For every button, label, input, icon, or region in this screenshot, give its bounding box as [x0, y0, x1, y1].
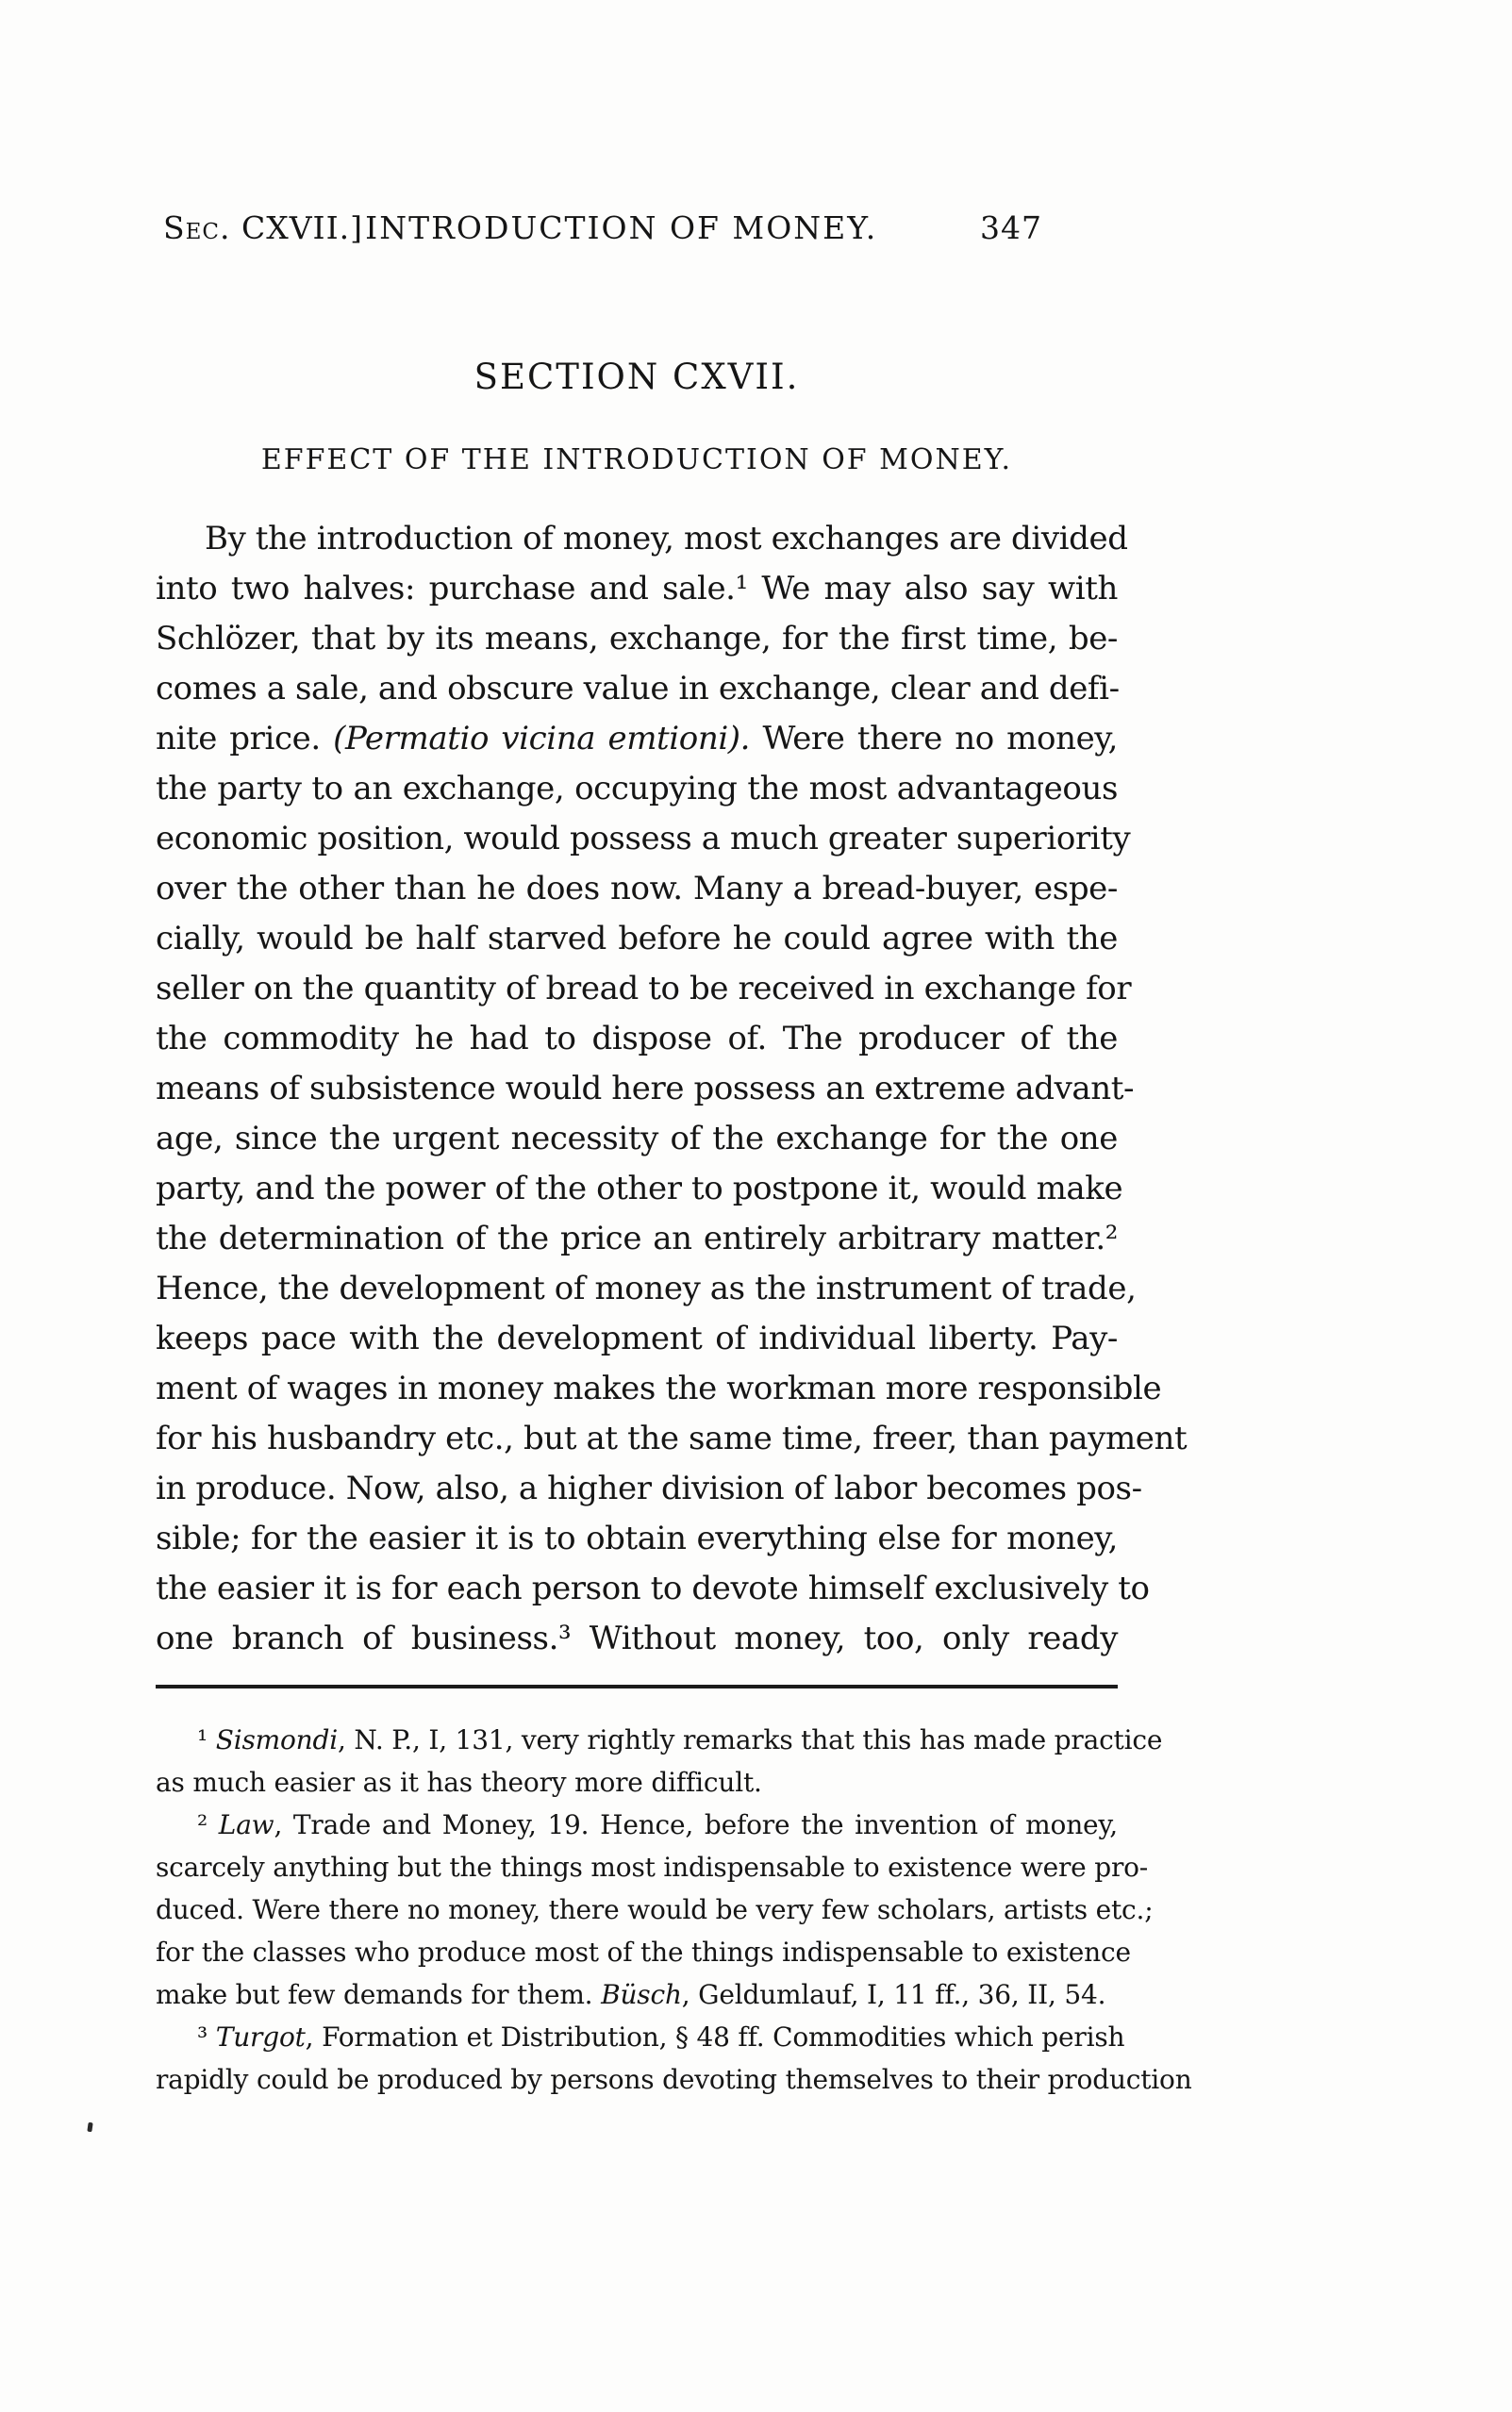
text-line: [156, 914, 1118, 964]
text-line: [156, 1164, 1123, 1214]
section-subtitle: EFFECT OF THE INTRODUCTION OF MONEY.: [260, 443, 1013, 476]
text-segment: duced. Were there no money, there would be very few scholars, artists etc.;: [156, 1894, 1154, 1925]
italic-text-segment: Büsch: [601, 1979, 682, 2010]
text-segment: rapidly could be produced by persons devoting themselves to their production: [156, 2064, 1192, 2095]
text-line: [156, 664, 1118, 714]
text-line: [156, 614, 1118, 664]
text-segment: ment of wages in money makes the workman more responsible: [156, 1370, 1162, 1407]
text-segment: , N. P., I, 131, very rightly remarks that this has made practice: [337, 1724, 1163, 1755]
text-segment: the party to an exchange, occupying the most advantageous: [156, 770, 1118, 807]
text-line: [156, 1064, 1135, 1114]
ink-speck: [87, 2122, 92, 2133]
text-line: [156, 714, 1118, 764]
text-line: [156, 564, 1118, 614]
text-segment: scarcely anything but the things most indispensable to existence were pro-: [156, 1852, 1149, 1883]
text-segment: means of subsistence would here possess an extreme advant-: [156, 1070, 1135, 1107]
header-page-number: 347: [980, 209, 1042, 246]
text-segment: , Geldumlauf, I, 11 ff., 36, II, 54.: [681, 1979, 1106, 2010]
footnote-rule: [156, 1685, 1118, 1688]
text-line: [156, 1314, 1118, 1364]
text-segment: nite price.: [156, 720, 334, 757]
text-line: [156, 1564, 1150, 1614]
running-header: [156, 209, 1118, 251]
italic-text-segment: Sismondi: [215, 1724, 338, 1755]
text-segment: ³: [197, 2021, 216, 2053]
header-section-label: Sec. CXVII.]: [163, 209, 363, 246]
text-segment: Were there no money,: [750, 720, 1118, 757]
italic-text-segment: (Permatio vicina emtioni).: [333, 720, 751, 757]
text-segment: , Formation et Distribution, § 48 ff. Commodities which perish: [305, 2021, 1125, 2053]
text-line: [156, 814, 1131, 864]
text-segment: economic position, would possess a much greater superiority: [156, 820, 1131, 857]
header-running-title: INTRODUCTION OF MONEY.: [365, 209, 878, 246]
text-segment: the determination of the price an entirely arbitrary matter.²: [156, 1220, 1118, 1257]
text-line: [156, 1931, 1131, 1973]
text-segment: ¹: [197, 1724, 216, 1755]
text-segment: ²: [197, 1809, 219, 1840]
section-title: SECTION CXVII.: [474, 357, 800, 397]
text-segment: cially, would be half starved before he could agree with the: [156, 920, 1118, 957]
text-segment: keeps pace with the development of individual liberty. Pay-: [156, 1320, 1118, 1357]
footnotes-block: [156, 1719, 1192, 2101]
text-line: [156, 2016, 1125, 2058]
text-line: [156, 1214, 1118, 1264]
text-segment: one branch of business.³ Without money, too, only ready: [156, 1620, 1118, 1657]
text-segment: for the classes who produce most of the things indispensable to existence: [156, 1937, 1131, 1968]
text-segment: Schlözer, that by its means, exchange, for the first time, be-: [156, 620, 1118, 657]
text-segment: into two halves: purchase and sale.¹ We may also say with: [156, 570, 1118, 607]
text-line: [156, 964, 1132, 1014]
text-line: [156, 1414, 1188, 1464]
italic-text-segment: Turgot: [215, 2021, 306, 2053]
text-line: [156, 1364, 1162, 1414]
italic-text-segment: Law: [218, 1809, 274, 1840]
text-segment: sible; for the easier it is to obtain everything else for money,: [156, 1520, 1118, 1557]
text-segment: for his husbandry etc., but at the same time, freer, than payment: [156, 1420, 1188, 1457]
text-segment: comes a sale, and obscure value in exchange, clear and defi-: [156, 670, 1120, 707]
text-segment: , Trade and Money, 19. Hence, before the invention of money,: [274, 1809, 1118, 1840]
text-segment: Hence, the development of money as the instrument of trade,: [156, 1270, 1137, 1307]
text-segment: age, since the urgent necessity of the exchange for the one: [156, 1120, 1118, 1157]
text-segment: as much easier as it has theory more difficult.: [156, 1767, 762, 1798]
text-segment: the easier it is for each person to devote himself exclusively to: [156, 1570, 1150, 1607]
text-line: [156, 764, 1118, 814]
text-line: [156, 1514, 1118, 1564]
text-line: [156, 1014, 1118, 1064]
body-paragraph: [156, 514, 1188, 1664]
text-segment: the commodity he had to dispose of. The producer of the: [156, 1020, 1118, 1057]
text-line: [156, 1614, 1118, 1664]
text-line: [156, 2058, 1192, 2101]
text-line: [156, 864, 1118, 914]
text-line: [156, 1464, 1142, 1514]
text-line: [156, 1761, 1118, 1804]
text-segment: over the other than he does now. Many a bread-buyer, espe-: [156, 870, 1118, 907]
text-segment: By the introduction of money, most exchanges are divided: [205, 520, 1128, 557]
text-line: [156, 1973, 1118, 2016]
text-segment: seller on the quantity of bread to be received in exchange for: [156, 970, 1132, 1007]
text-line: [156, 1888, 1154, 1931]
text-line: [156, 1804, 1118, 1846]
text-line: [156, 1846, 1149, 1888]
text-line: [156, 514, 1128, 564]
text-line: [156, 1114, 1118, 1164]
text-line: [156, 1264, 1137, 1314]
text-line: [156, 1719, 1163, 1761]
text-segment: in produce. Now, also, a higher division of labor becomes pos-: [156, 1470, 1142, 1507]
text-segment: make but few demands for them.: [156, 1979, 602, 2010]
text-segment: party, and the power of the other to postpone it, would make: [156, 1170, 1123, 1207]
